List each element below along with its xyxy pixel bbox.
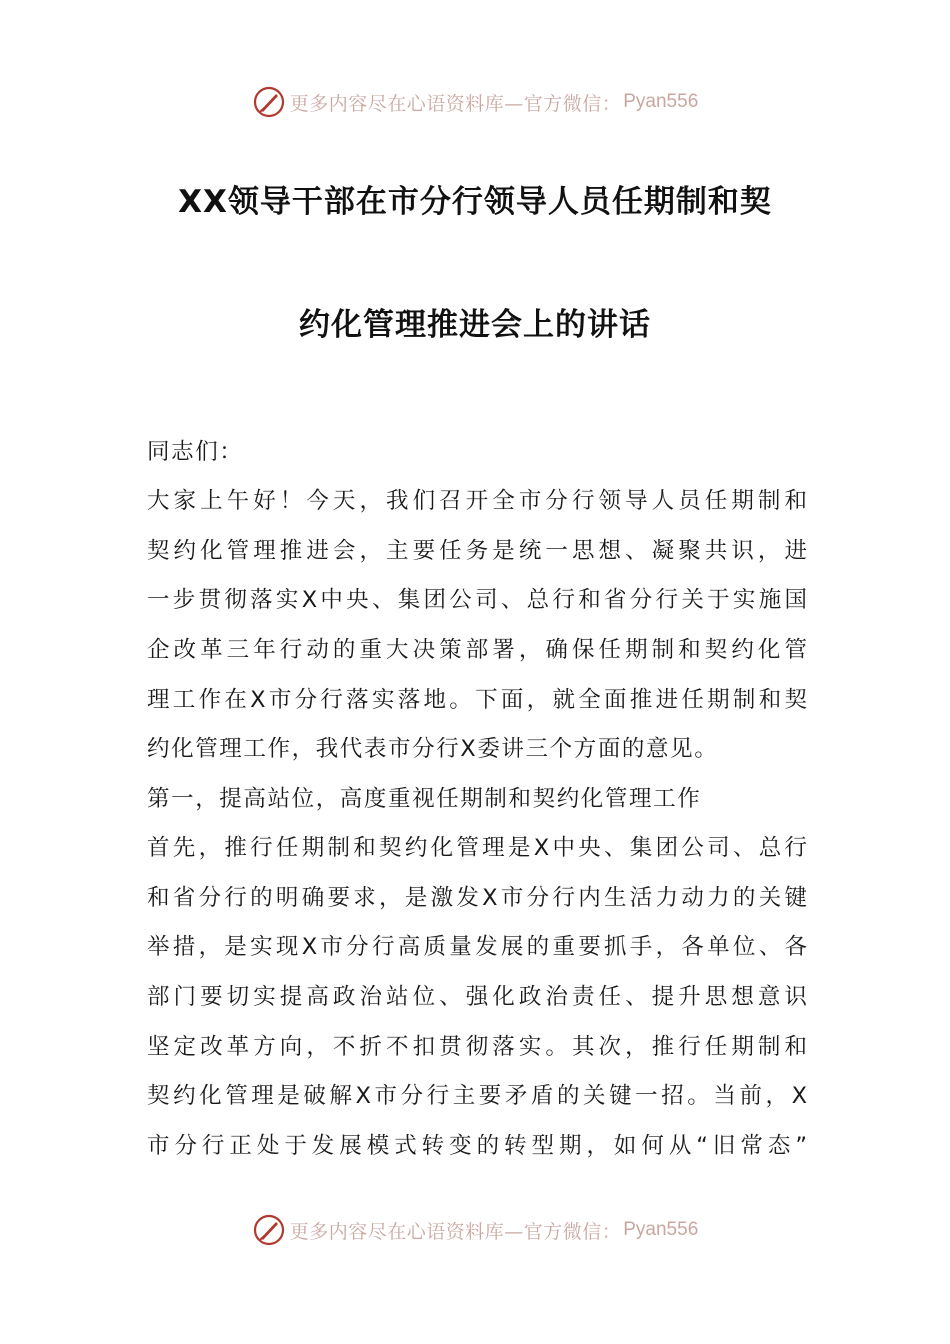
quill-logo-icon bbox=[252, 1213, 286, 1247]
body-line: 一步贯彻落实X中央、集团公司、总行和省分行关于实施国 bbox=[147, 587, 807, 613]
watermark-header bbox=[0, 82, 950, 122]
watermark-footer bbox=[0, 1210, 950, 1250]
watermark-wechat-id: Pyan556 bbox=[623, 91, 699, 112]
body-line: 部门要切实提高政治站位、强化政治责任、提升思想意识 bbox=[147, 984, 807, 1010]
body-line: 市分行正处于发展模式转变的转型期，如何从“旧常态” bbox=[147, 1133, 807, 1159]
body-line: 和省分行的明确要求，是激发X市分行内生活力动力的关键 bbox=[147, 885, 807, 911]
body-line: 举措，是实现X市分行高质量发展的重要抓手，各单位、各 bbox=[147, 934, 807, 960]
body-line: 约化管理工作，我代表市分行X委讲三个方面的意见。 bbox=[147, 736, 719, 762]
body-line: 契约化管理是破解X市分行主要矛盾的关键一招。当前，X bbox=[147, 1083, 807, 1109]
body-line: 同志们： bbox=[147, 439, 244, 465]
section-heading: 第一，提高站位，高度重视任期制和契约化管理工作 bbox=[147, 786, 702, 812]
body-line: 契约化管理推进会，主要任务是统一思想、凝聚共识，进 bbox=[147, 538, 807, 564]
document-title-line-1: XX领导干部在市分行领导人员任期制和契 bbox=[178, 184, 772, 220]
watermark-text: 更多内容尽在心语资料库—官方微信： bbox=[289, 1220, 622, 1243]
body-line: 坚定改革方向，不折不扣贯彻落实。其次，推行任期制和 bbox=[147, 1034, 807, 1060]
watermark-wechat-id: Pyan556 bbox=[623, 1219, 699, 1240]
document-title-line-2: 约化管理推进会上的讲话 bbox=[299, 307, 651, 343]
quill-logo-icon bbox=[252, 85, 286, 119]
body-line: 理工作在X市分行落实落地。下面，就全面推进任期制和契 bbox=[147, 687, 807, 713]
body-line: 首先，推行任期制和契约化管理是X中央、集团公司、总行 bbox=[147, 835, 807, 861]
body-line: 大家上午好！今天，我们召开全市分行领导人员任期制和 bbox=[147, 488, 807, 514]
body-line: 企改革三年行动的重大决策部署，确保任期制和契约化管 bbox=[147, 637, 807, 663]
watermark-text: 更多内容尽在心语资料库—官方微信： bbox=[289, 92, 622, 115]
